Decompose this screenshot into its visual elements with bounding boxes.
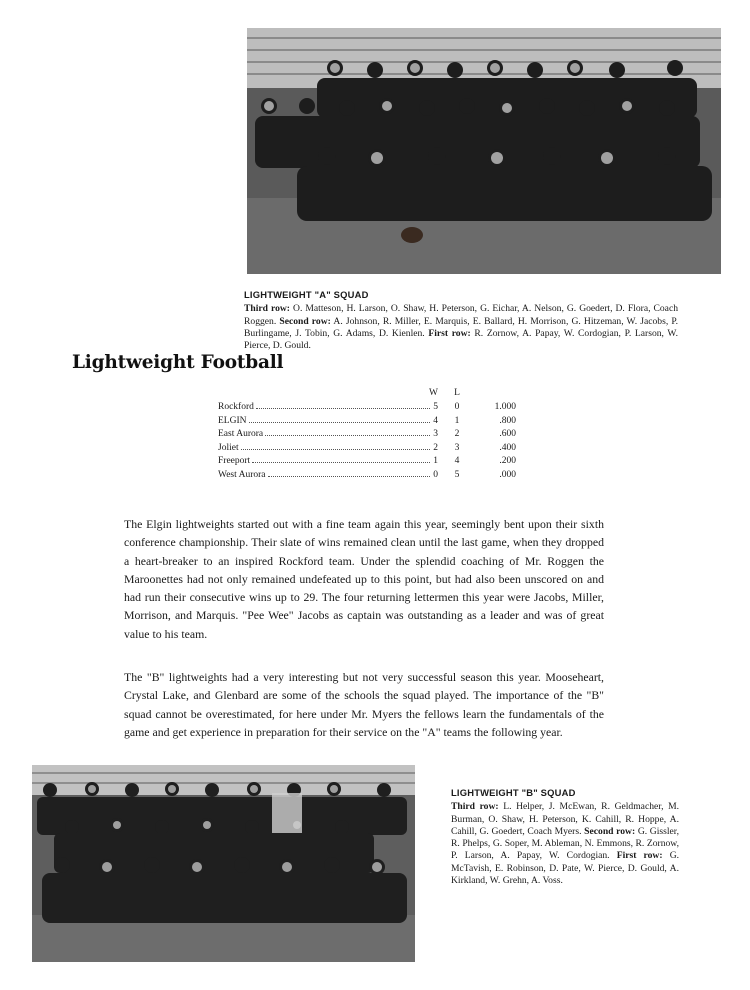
second-row-label: Second row: — [279, 315, 331, 327]
w-header: W — [429, 388, 438, 398]
second-row-label: Second row: — [584, 825, 636, 837]
standings-row — [218, 429, 518, 443]
body-paragraph-1: The Elgin lightweights started out with a fine team again this year, seemingly bent upon their sixth conference championship. Their slate of wins remained clean until the last game, when they dropped a heart-breaker to an inspired Rockford team. Under the splendid coaching of Mr. Roggen the Maroonettes had not only remained undefeated up to this point, but had also been unscored on and had run their consecutive wins up to 29. The four returning lettermen this year were Jacobs, Miller, Morrison, and Marquis. "Pee Wee" Jacobs as captain was outstanding as a leader and was of great value to his team. — [124, 517, 604, 641]
first-row-names: R. Zornow, A. Papay, W. Cordogian, P. Larson, W. Pierce, D. Gould. — [244, 327, 678, 352]
team-cell — [218, 416, 432, 426]
losses-cell: 5 — [454, 469, 460, 480]
losses-cell: 1 — [454, 415, 460, 426]
team-cell — [218, 429, 432, 439]
team-cell — [218, 402, 432, 412]
pct-cell: 1.000 — [494, 402, 516, 412]
losses-cell: 4 — [454, 456, 460, 467]
wins-cell: 0 — [433, 469, 438, 480]
losses-cell: 2 — [454, 429, 460, 440]
team-name: Freeport — [218, 456, 251, 467]
second-row-names: A. Johnson, R. Miller, E. Marquis, E. Ballard, H. Morrison, G. Hitzeman, W. Jacobs, P. Burlingame, J. Tobin, G. Adams, D. Kienlen. — [244, 315, 679, 339]
pct-cell: .000 — [499, 469, 516, 480]
photo-a-caption — [244, 289, 678, 352]
leader-dots — [256, 402, 430, 409]
team-name: Joliet — [218, 442, 239, 453]
team-name: West Aurora — [218, 469, 266, 480]
wins-cell: 1 — [433, 456, 438, 467]
second-row-names: G. Gissler, R. Phelps, G. Soper, M. Ableman, N. Emmons, R. Zornow, P. Larson, A. Papay, W. Cordogian. — [451, 825, 679, 862]
team-name: ELGIN — [218, 415, 247, 426]
wins-cell: 3 — [433, 429, 438, 440]
team-cell — [218, 443, 432, 453]
standings-header — [218, 388, 518, 402]
third-row-label: Third row: — [244, 303, 291, 315]
photo-a-caption-title: LIGHTWEIGHT "A" SQUAD — [244, 289, 369, 300]
pct-cell: .800 — [499, 415, 516, 426]
team-photo-a-image — [247, 28, 721, 274]
team-photo-a — [247, 28, 721, 274]
standings-row — [218, 402, 518, 416]
standings-row — [218, 456, 518, 470]
l-header: L — [454, 388, 460, 398]
pct-cell: .200 — [499, 456, 516, 467]
wins-cell: 4 — [433, 415, 438, 426]
page-title: Lightweight Football — [72, 352, 284, 373]
first-row-label: First row: — [616, 850, 663, 862]
leader-dots — [265, 429, 430, 436]
leader-dots — [249, 416, 431, 423]
wins-cell: 5 — [433, 402, 438, 412]
first-row-names: G. McTavish, E. Robinson, D. Pate, W. Pierce, D. Gould, A. Kirkland, W. Grehn, A. Voss. — [451, 850, 680, 887]
standings-row — [218, 470, 518, 484]
body-paragraph-2: The "B" lightweights had a very interesting but not very successful season this year. Mooseheart, Crystal Lake, and Glenbard are some of the schools the squad played. The importance of the "B" squad cannot be overestimated, for here under Mr. Myers the fellows learn the fundamentals of the game and get experience in preparation for their service on the "A" teams the following year. — [124, 670, 604, 739]
team-cell — [218, 470, 432, 480]
photo-b-caption-title: LIGHTWEIGHT "B" SQUAD — [451, 787, 576, 798]
team-photo-b-image — [32, 765, 415, 962]
pct-cell: .600 — [499, 429, 516, 440]
third-row-names: O. Matteson, H. Larson, O. Shaw, H. Peterson, G. Eichar, A. Nelson, G. Goedert, D. Flora, Coach Roggen. — [244, 303, 678, 327]
standings-table — [218, 388, 518, 484]
team-name: East Aurora — [218, 429, 264, 440]
wins-cell: 2 — [433, 442, 438, 453]
third-row-label: Third row: — [451, 801, 499, 813]
standings-row — [218, 443, 518, 457]
third-row-names: L. Helper, J. McEwan, R. Geldmacher, M. Burman, O. Shaw, H. Peterson, K. Cahill, R. Hoppe, A. Cahill, G. Goedert, Coach Myers. — [451, 801, 679, 837]
photo-b-caption — [451, 787, 679, 887]
team-name: Rockford — [218, 402, 254, 412]
team-photo-b — [32, 765, 415, 962]
losses-cell: 3 — [454, 442, 460, 453]
standings-row — [218, 416, 518, 430]
team-cell — [218, 456, 432, 466]
first-row-label: First row: — [428, 327, 471, 339]
leader-dots — [252, 456, 430, 463]
pct-cell: .400 — [499, 442, 516, 453]
leader-dots — [268, 470, 430, 477]
losses-cell: 0 — [454, 402, 460, 412]
leader-dots — [241, 443, 430, 450]
